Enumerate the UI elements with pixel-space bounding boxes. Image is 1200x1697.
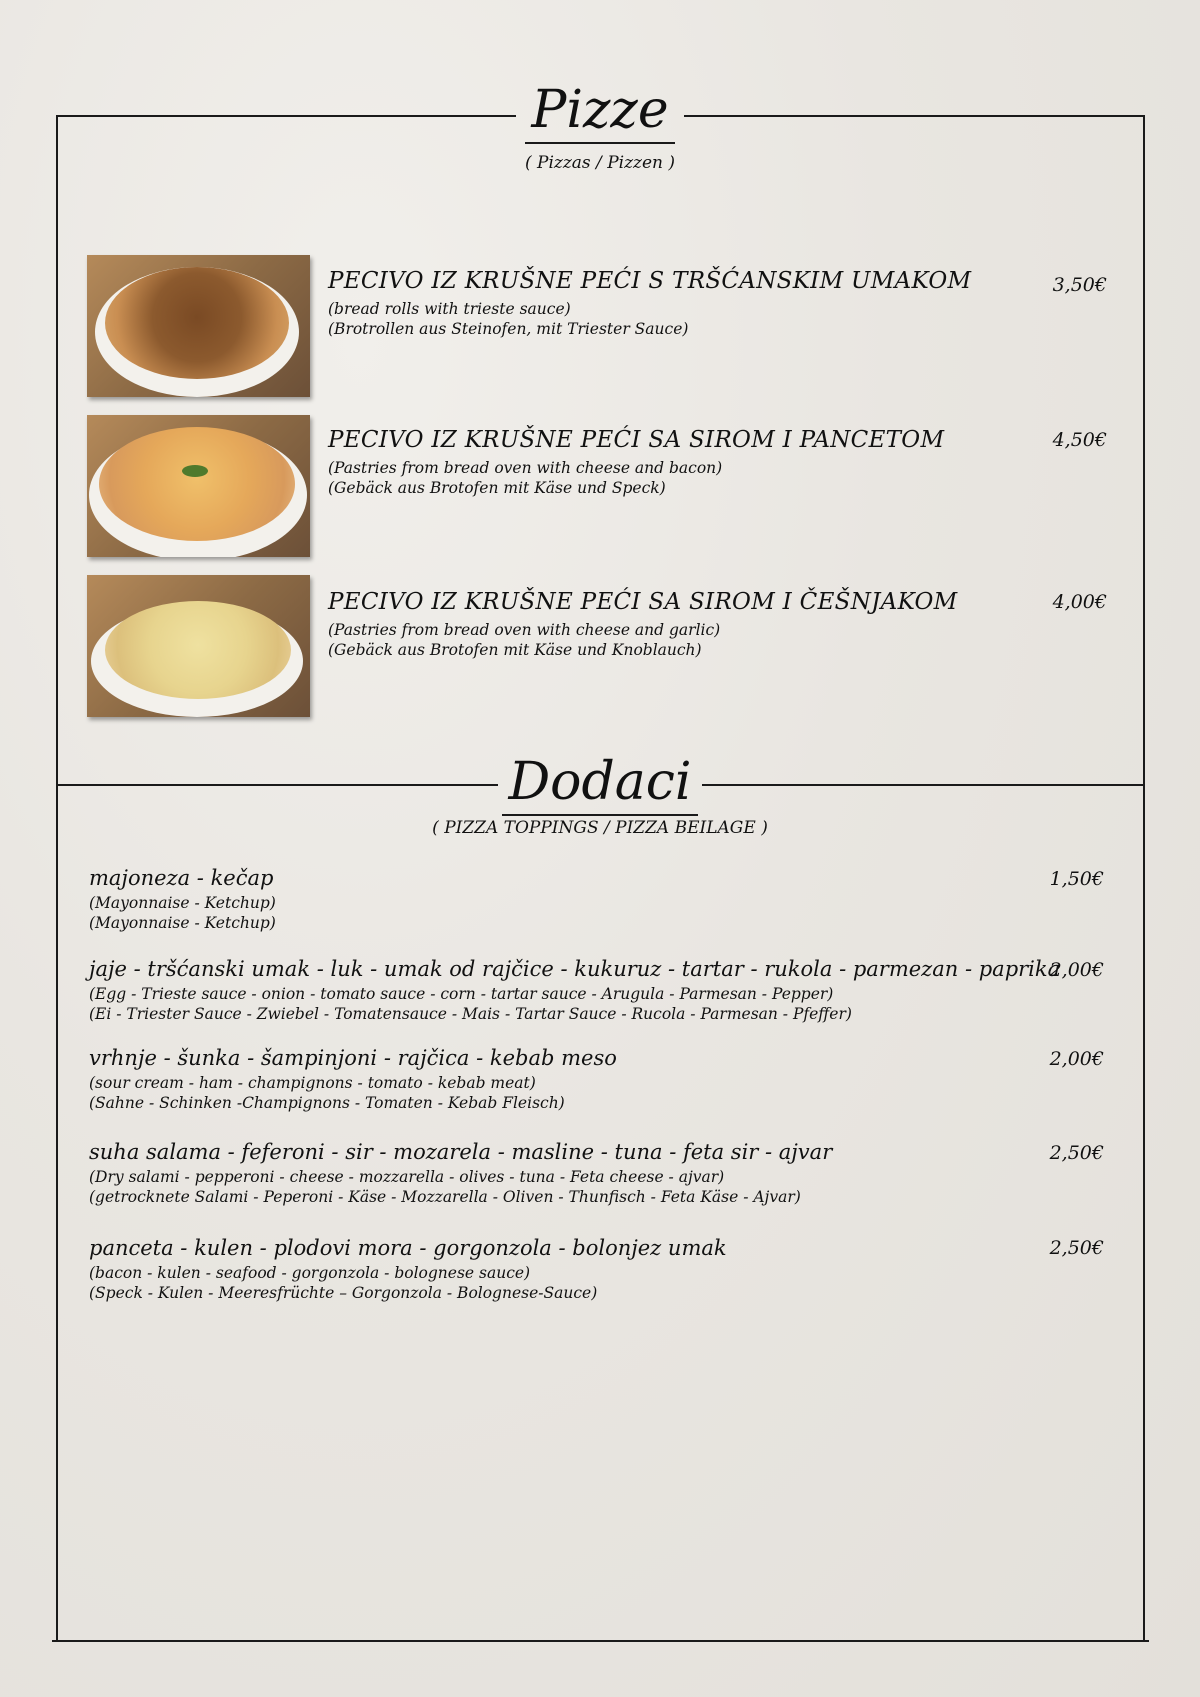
topping-item-1-price: 1,50€ — [1049, 868, 1104, 890]
topping-item-5-de: (Speck - Kulen - Meeresfrüchte – Gorgonzola - Bolognese-Sauce) — [89, 1284, 598, 1302]
topping-item-3-price: 2,00€ — [1049, 1048, 1104, 1070]
topping-item-1-en: (Mayonnaise - Ketchup) — [89, 894, 276, 912]
topping-item-3-en: (sour cream - ham - champignons - tomato - kebab meat) — [89, 1074, 536, 1092]
pizza-item-1-price: 3,50€ — [1052, 274, 1107, 296]
pizza-item-1-en: (bread rolls with trieste sauce) — [328, 300, 571, 318]
pizza-item-2-price: 4,50€ — [1052, 429, 1107, 451]
frame-right-line — [1143, 115, 1145, 1642]
pizza-photo-2 — [87, 415, 310, 557]
topping-item-5-en: (bacon - kulen - seafood - gorgonzola - bolognese sauce) — [89, 1264, 531, 1282]
frame-left-line — [56, 115, 58, 1642]
pizza-item-1-name: PECIVO IZ KRUŠNE PEĆI S TRŠĆANSKIM UMAKOM — [328, 268, 972, 294]
topping-item-2-name: jaje - tršćanski umak - luk - umak od rajčice - kukuruz - tartar - rukola - parmezan - paprika — [89, 957, 1061, 981]
topping-item-2-en: (Egg - Trieste sauce - onion - tomato sauce - corn - tartar sauce - Arugula - Parmesan - Pepper) — [89, 985, 834, 1003]
topping-item-5-name: panceta - kulen - plodovi mora - gorgonzola - bolonjez umak — [89, 1236, 727, 1260]
pizza-photo-3 — [87, 575, 310, 717]
pizza-photo-1 — [87, 255, 310, 397]
frame-bottom-line — [52, 1640, 1149, 1642]
pizze-subtitle: ( Pizzas / Pizzen ) — [524, 153, 676, 173]
topping-item-5-price: 2,50€ — [1049, 1237, 1104, 1259]
topping-item-1-de: (Mayonnaise - Ketchup) — [89, 914, 276, 932]
dodaci-title: Dodaci — [0, 752, 1200, 816]
topping-item-2-de: (Ei - Triester Sauce - Zwiebel - Tomatensauce - Mais - Tartar Sauce - Rucola - Parmesan - Pfeffer) — [89, 1005, 852, 1023]
topping-item-4-name: suha salama - feferoni - sir - mozarela - masline - tuna - feta sir - ajvar — [89, 1140, 833, 1164]
pizza-item-3-en: (Pastries from bread oven with cheese and garlic) — [328, 621, 721, 639]
pizza-item-1-de: (Brotrollen aus Steinofen, mit Triester Sauce) — [328, 320, 689, 338]
topping-item-2-price: 2,00€ — [1049, 959, 1104, 981]
pizza-item-2-name: PECIVO IZ KRUŠNE PEĆI SA SIROM I PANCETOM — [328, 427, 945, 453]
topping-item-1-name: majoneza - kečap — [89, 866, 274, 890]
topping-item-4-price: 2,50€ — [1049, 1142, 1104, 1164]
dodaci-subtitle: ( PIZZA TOPPINGS / PIZZA BEILAGE ) — [432, 818, 768, 838]
topping-item-3-de: (Sahne - Schinken -Champignons - Tomaten - Kebab Fleisch) — [89, 1094, 565, 1112]
topping-item-3-name: vrhnje - šunka - šampinjoni - rajčica - kebab meso — [89, 1046, 617, 1070]
pizza-item-2-de: (Gebäck aus Brotofen mit Käse und Speck) — [328, 479, 666, 497]
pizza-item-3-name: PECIVO IZ KRUŠNE PEĆI SA SIROM I ČEŠNJAKOM — [328, 589, 958, 615]
topping-item-4-de: (getrocknete Salami - Peperoni - Käse - Mozzarella - Oliven - Thunfisch - Feta Käse - Ajvar) — [89, 1188, 801, 1206]
pizze-title: Pizze — [0, 80, 1200, 144]
topping-item-4-en: (Dry salami - pepperoni - cheese - mozzarella - olives - tuna - Feta cheese - ajvar) — [89, 1168, 725, 1186]
pizza-item-3-de: (Gebäck aus Brotofen mit Käse und Knoblauch) — [328, 641, 702, 659]
pizza-item-3-price: 4,00€ — [1052, 591, 1107, 613]
pizza-item-2-en: (Pastries from bread oven with cheese and bacon) — [328, 459, 723, 477]
